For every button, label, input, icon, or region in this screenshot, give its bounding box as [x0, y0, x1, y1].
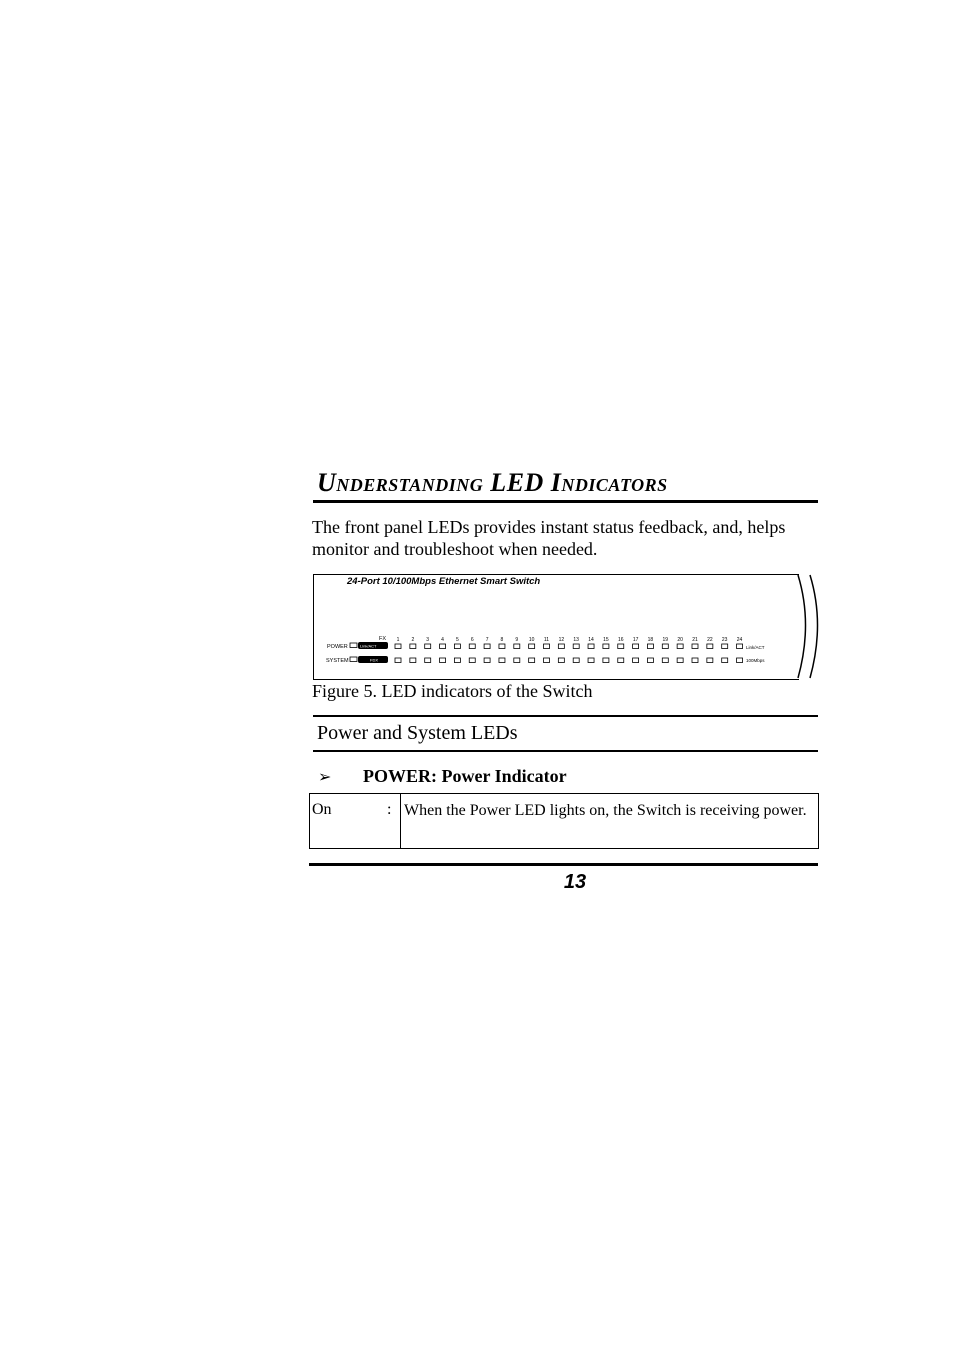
port-speed-led: [440, 658, 446, 663]
port-speed-led: [484, 658, 490, 663]
port-speed-led: [633, 658, 639, 663]
figure-caption: Figure 5. LED indicators of the Switch: [312, 681, 593, 701]
port-speed-led: [677, 658, 683, 663]
power-led: [350, 643, 357, 648]
port-speed-led: [544, 658, 550, 663]
port-speed-led: [410, 658, 416, 663]
port-link-led: [573, 644, 579, 649]
port-number-label: 17: [632, 637, 639, 643]
subsection-title: Power and System LEDs: [317, 722, 518, 744]
fx-link-label: Link/ACT: [360, 643, 377, 649]
port-link-led: [410, 644, 416, 649]
port-led-grid: [395, 637, 743, 663]
footer-rule: [309, 863, 818, 866]
port-link-led: [395, 644, 401, 649]
port-link-led: [692, 644, 698, 649]
port-link-led: [558, 644, 564, 649]
port-number-label: 6: [470, 637, 474, 643]
port-speed-led: [573, 658, 579, 663]
port-number-label: 15: [603, 637, 609, 643]
port-number-label: 1: [396, 637, 400, 643]
port-speed-led: [499, 658, 505, 663]
panel-edge-curve-outer: [810, 575, 818, 678]
port-link-led: [514, 644, 520, 649]
port-link-led: [707, 644, 713, 649]
panel-title: 24-Port 10/100Mbps Ethernet Smart Switch: [347, 576, 541, 587]
port-speed-led: [603, 658, 609, 663]
table-divider: [400, 793, 401, 849]
row1-legend: Link/ACT: [746, 645, 765, 650]
port-number-label: 10: [528, 637, 535, 643]
heading-rule: [313, 500, 818, 503]
port-speed-led: [588, 658, 594, 663]
port-speed-led: [722, 658, 728, 663]
port-number-label: 24: [736, 637, 743, 643]
port-link-led: [677, 644, 683, 649]
port-link-led: [647, 644, 653, 649]
port-speed-led: [707, 658, 713, 663]
power-label: POWER: [327, 644, 348, 650]
port-link-led: [737, 644, 743, 649]
port-link-led: [588, 644, 594, 649]
port-speed-led: [737, 658, 743, 663]
port-number-label: 2: [411, 637, 415, 643]
port-speed-led: [514, 658, 520, 663]
system-led: [350, 657, 357, 662]
row2-legend: 100Mbps: [746, 658, 765, 663]
port-number-label: 13: [573, 637, 579, 643]
port-link-led: [469, 644, 475, 649]
system-label: SYSTEM: [326, 658, 349, 664]
port-link-led: [662, 644, 668, 649]
port-number-label: 16: [617, 637, 624, 643]
port-number-label: 12: [558, 637, 565, 643]
port-number-label: 4: [441, 637, 444, 643]
table-separator: :: [387, 801, 392, 818]
port-link-led: [633, 644, 639, 649]
port-speed-led: [647, 658, 653, 663]
port-link-led: [603, 644, 609, 649]
port-number-label: 18: [647, 637, 654, 643]
port-speed-led: [454, 658, 460, 663]
port-number-label: 20: [677, 637, 683, 643]
port-link-led: [544, 644, 550, 649]
port-link-led: [440, 644, 446, 649]
front-panel-diagram: [313, 574, 823, 684]
port-number-label: 9: [515, 637, 519, 643]
port-speed-led: [395, 658, 401, 663]
port-link-led: [529, 644, 535, 649]
port-speed-led: [425, 658, 431, 663]
port-number-label: 3: [426, 637, 430, 643]
table-state-cell: On: [312, 801, 332, 818]
port-speed-led: [469, 658, 475, 663]
port-number-label: 11: [543, 637, 550, 643]
port-link-led: [454, 644, 460, 649]
port-speed-led: [662, 658, 668, 663]
port-number-label: 8: [500, 637, 504, 643]
port-link-led: [722, 644, 728, 649]
panel-edge-curve: [798, 575, 806, 678]
port-number-label: 21: [692, 637, 698, 643]
item-heading: POWER: Power Indicator: [363, 766, 567, 786]
section-heading: Understanding LED Indicators: [317, 468, 668, 497]
intro-paragraph: The front panel LEDs provides instant status feedback, and, helps monitor and troubleshoot when needed.: [312, 517, 786, 559]
subsection-rule-bottom: [313, 750, 818, 752]
port-number-label: 14: [588, 637, 594, 643]
port-speed-led: [558, 658, 564, 663]
fx-fdx-label: FDX: [370, 657, 378, 663]
port-number-label: 23: [721, 637, 728, 643]
port-link-led: [499, 644, 505, 649]
port-speed-led: [692, 658, 698, 663]
fx-label: FX: [379, 636, 387, 642]
port-number-label: 5: [456, 637, 459, 643]
port-number-label: 7: [485, 637, 489, 643]
table-description-cell: When the Power LED lights on, the Switch is receiving power.: [404, 802, 807, 819]
port-number-label: 19: [662, 637, 669, 643]
port-speed-led: [529, 658, 535, 663]
port-link-led: [425, 644, 431, 649]
port-speed-led: [618, 658, 624, 663]
subsection-rule-top: [313, 715, 818, 717]
port-link-led: [618, 644, 624, 649]
port-link-led: [484, 644, 490, 649]
port-number-label: 22: [707, 637, 713, 643]
arrow-bullet-icon: ➢: [318, 769, 332, 786]
page-number: 13: [563, 871, 587, 893]
